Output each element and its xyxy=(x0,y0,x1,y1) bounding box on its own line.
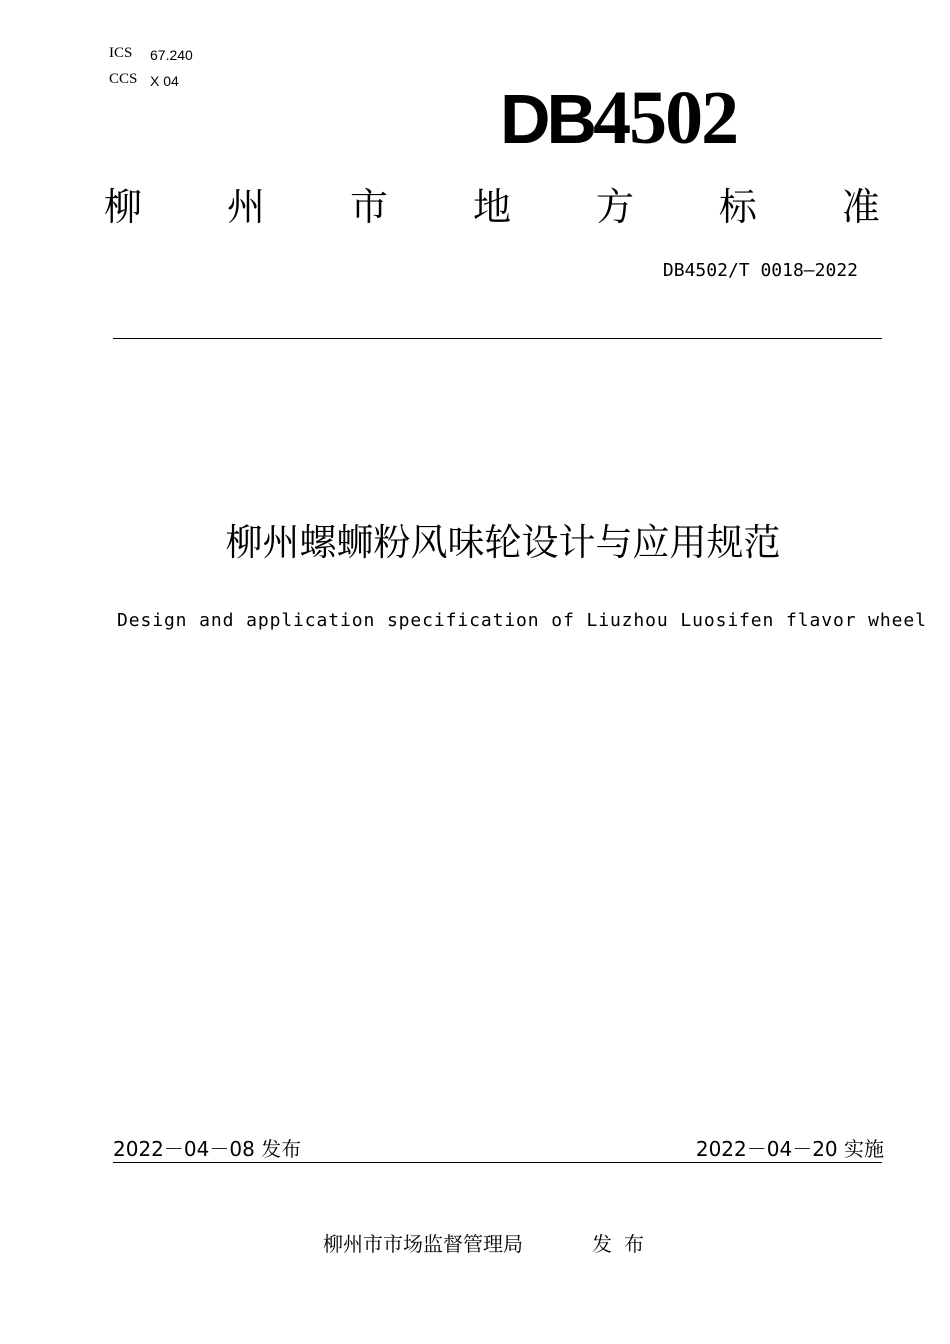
implementation-date: 2022－04－20 实施 xyxy=(695,1137,884,1161)
ics-code: 67.240 xyxy=(150,47,193,63)
ics-label: ICS xyxy=(109,45,133,61)
ccs-code: X 04 xyxy=(150,73,179,89)
standard-type-char: 方 xyxy=(595,185,634,229)
bottom-divider xyxy=(113,1162,882,1163)
db-logo-prefix: DB xyxy=(500,80,594,158)
db-logo-code: 4502 xyxy=(593,76,738,160)
standard-type-heading xyxy=(104,183,880,231)
top-divider xyxy=(113,338,882,339)
issue-date: 2022－04－08 发布 xyxy=(113,1137,302,1161)
standard-number: DB4502/T 0018—2022 xyxy=(662,260,858,281)
publish-label: 发布 xyxy=(592,1232,656,1256)
title-chinese: 柳州螺蛳粉风味轮设计与应用规范 xyxy=(225,521,781,564)
standard-type-char: 准 xyxy=(841,185,880,229)
standard-type-char: 柳 xyxy=(104,185,143,229)
db-logo xyxy=(500,78,737,159)
ccs-label: CCS xyxy=(109,71,138,87)
title-english: Design and application specification of Liuzhou Luosifen flavor wheel xyxy=(117,610,927,631)
issuing-authority: 柳州市市场监督管理局 xyxy=(323,1232,523,1256)
standard-type-char: 标 xyxy=(718,185,757,229)
standard-type-char: 州 xyxy=(226,185,265,229)
standard-type-char: 地 xyxy=(472,185,511,229)
standard-type-char: 市 xyxy=(349,185,388,229)
